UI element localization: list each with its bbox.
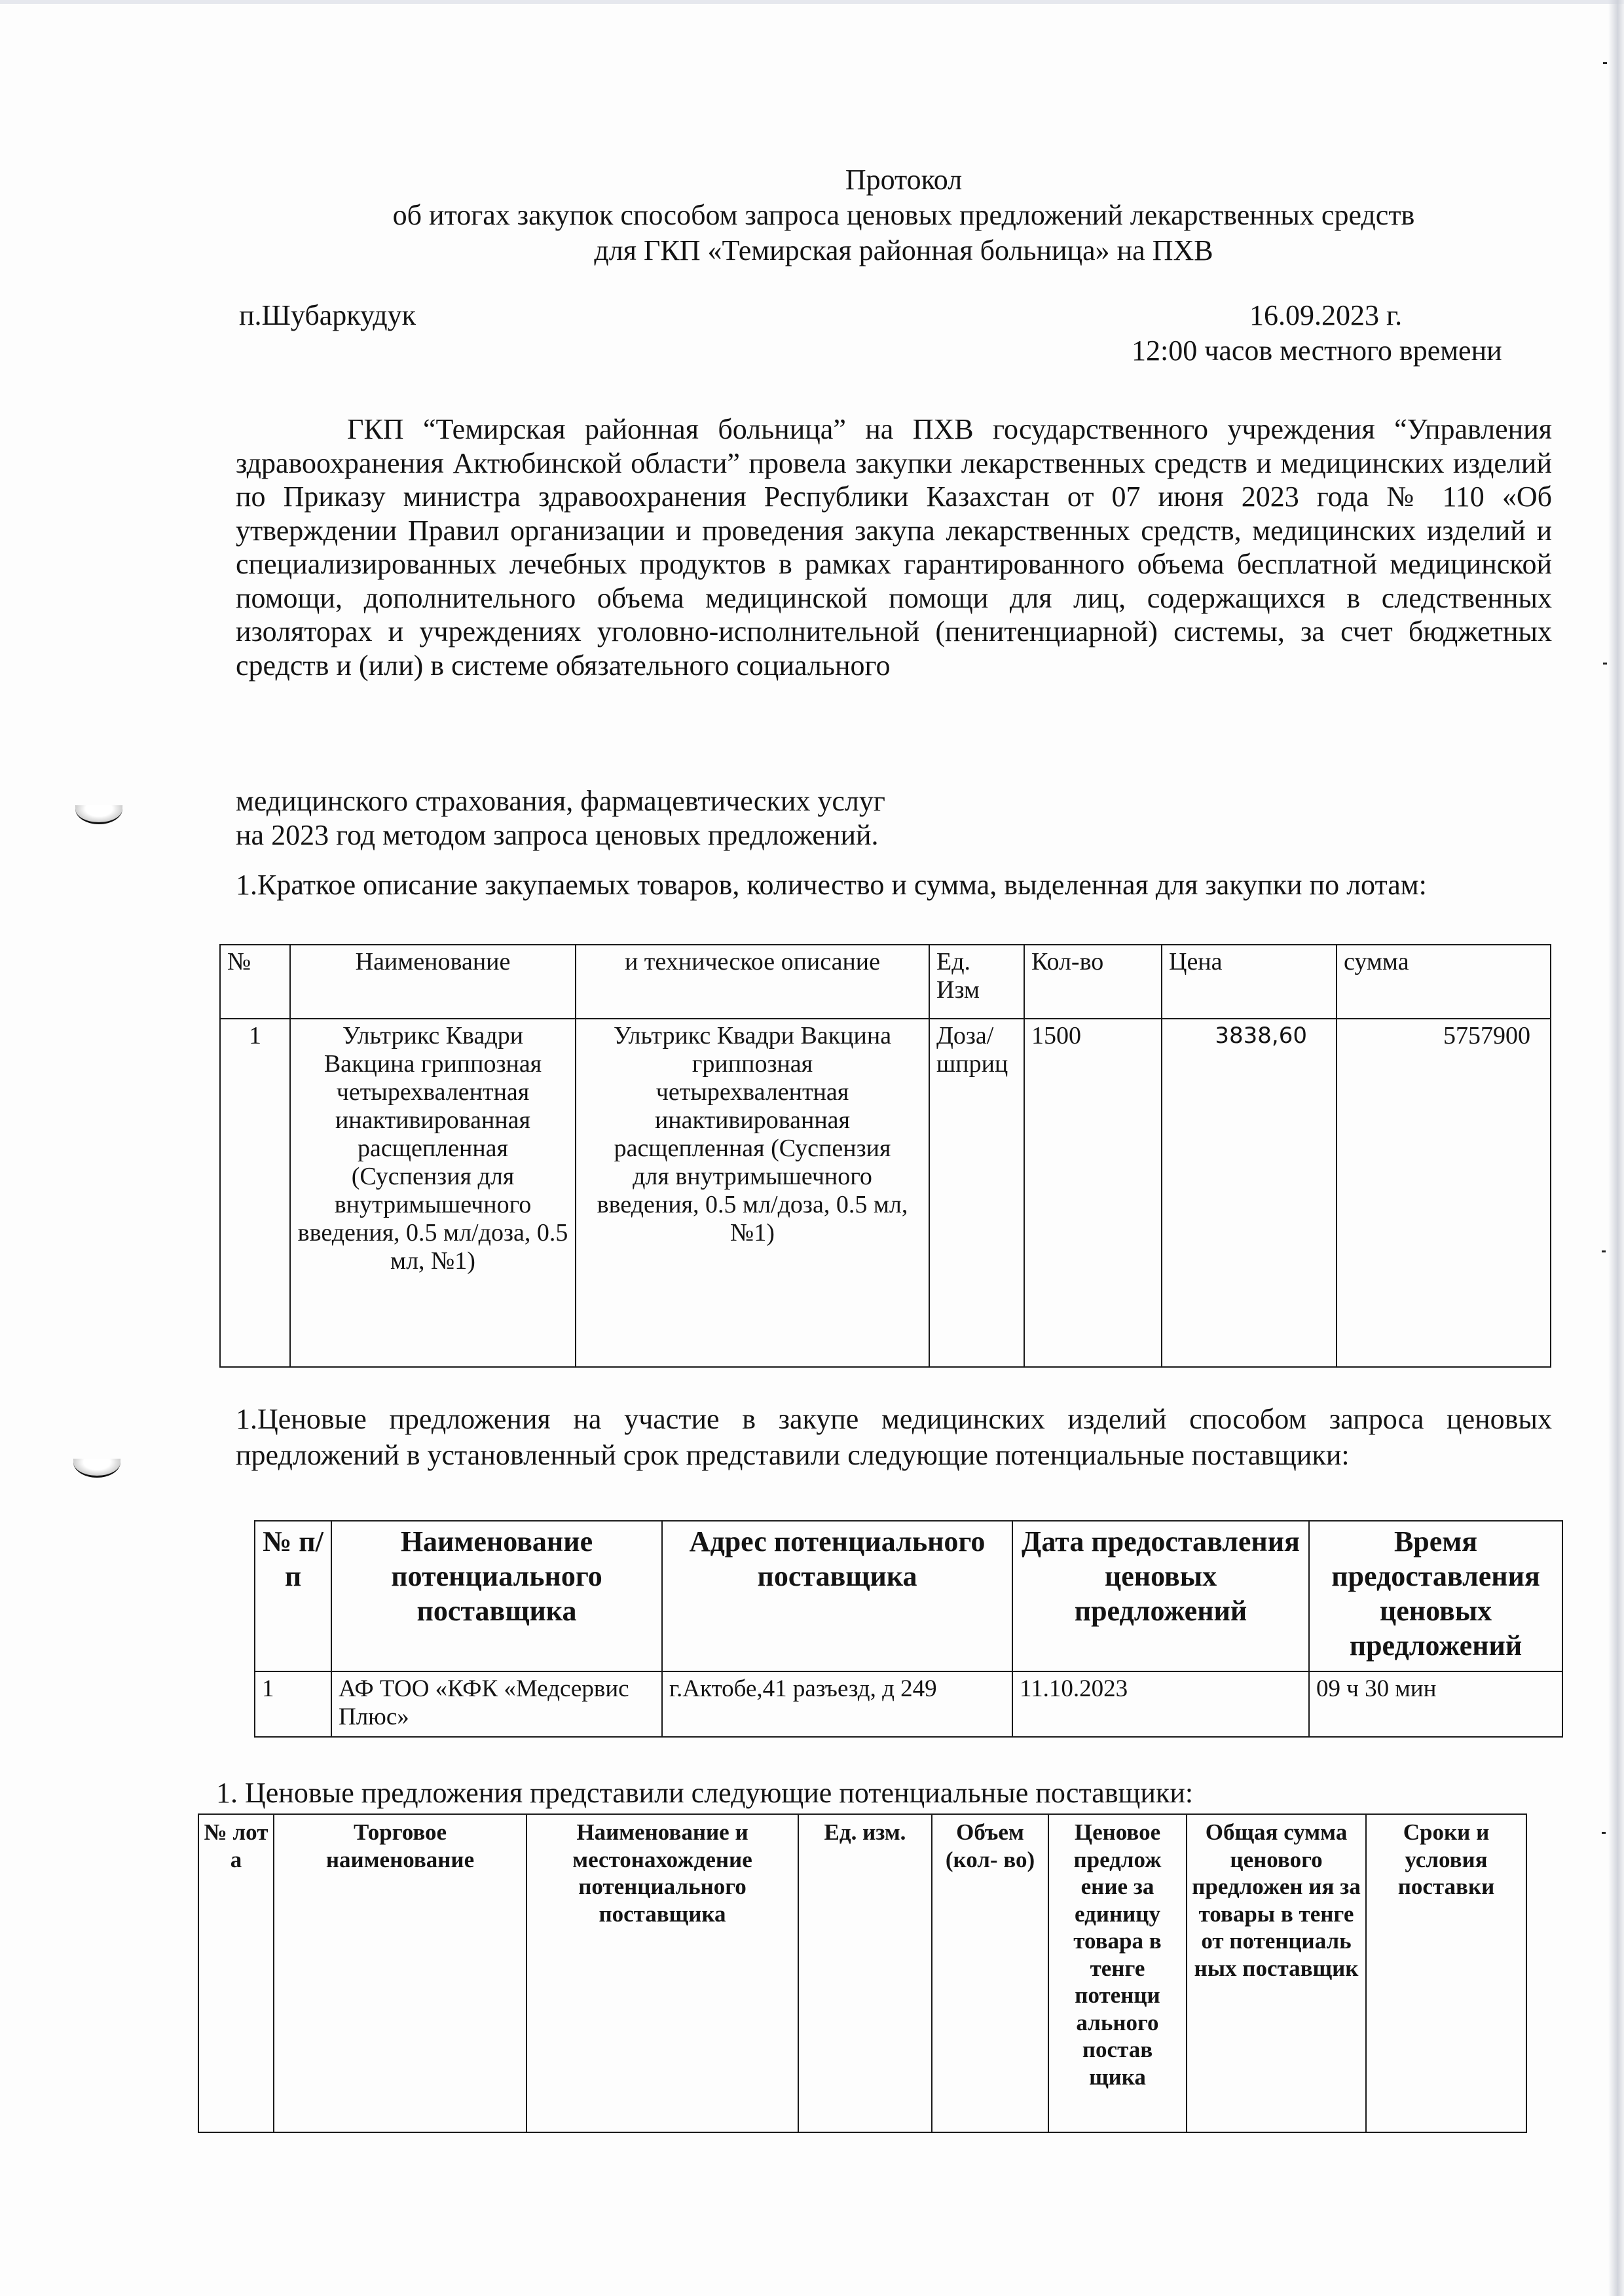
col-header-unit: Ед. изм. [798,1814,932,2132]
intro-line-1: медицинского страхования, фармацевтических услуг [236,785,885,817]
section3-heading: 1. Ценовые предложения представили следующие потенциальные поставщики: [216,1777,1194,1809]
cell-date: 11.10.2023 [1012,1671,1309,1737]
intro-line-2: на 2023 год методом запроса ценовых предложений. [236,818,879,851]
cell-price: 3838,60 [1162,1019,1337,1367]
scan-speck [1602,1250,1606,1252]
cell-supplier: АФ ТОО «КФК «Медсервис Плюс» [331,1671,662,1737]
intro-tail [236,784,885,852]
col-header-trade-name: Торговое наименование [274,1814,526,2132]
col-header-description: и техническое описание [576,945,929,1019]
cell-num: 1 [255,1671,331,1737]
col-header-total: Общая сумма ценового предложен ия за товары в тенге от потенциаль ных поставщик [1187,1814,1366,2132]
cell-address: г.Актобе,41 разъезд, д 249 [662,1671,1012,1737]
col-header-time: Время предоставления ценовых предложений [1309,1521,1562,1671]
intro-paragraph [236,412,1552,682]
place-label: п.Шубаркудук [239,299,416,331]
lots-table-header [220,945,1551,1019]
suppliers-table [254,1520,1563,1738]
price-offers-table-header [198,1814,1526,2132]
intro-body: ГКП “Темирская районная больница” на ПХВ государственного учреждения “Управления здравоохранения Актюбинской области” провела закупки лекарственных средств и медицинских изделий по Приказу министра здравоохранения Республики Казахстан от 07 июня 2023 года № 110 «Об утверждении Правил организации и проведения закупа лекарственных средств, медицинских изделий и специализированных лечебных продуктов в рамках гарантированного объема бесплатной медицинской помощи, дополнительного объема медицинской помощи для лиц, содержащихся в следственных изоляторах и учреждениях уголовно-исполнительной (пенитенциарной) системы, за счет бюджетных средств и (или) в системе обязательного социального [236,413,1552,682]
price-offers-table [198,1813,1527,2133]
col-header-volume: Объем (кол- во) [932,1814,1048,2132]
col-header-qty: Кол-во [1024,945,1162,1019]
section1-heading: 1.Краткое описание закупаемых товаров, количество и сумма, выделенная для закупки по лотам: [236,869,1427,901]
hole-punch-icon [73,1459,120,1478]
cell-name: Ультрикс Квадри Вакцина гриппозная четырехвалентная инактивированная расщепленная (Суспензия для внутримышечного введения, 0.5 мл/доза, 0.5 мл, №1) [290,1019,576,1367]
suppliers-table-header [255,1521,1562,1671]
table-row [255,1671,1562,1737]
col-header-lot: № лот а [198,1814,274,2132]
col-header-date: Дата предоставления ценовых предложений [1012,1521,1309,1671]
col-header-delivery-terms: Сроки и условия поставки [1366,1814,1526,2132]
scan-speck [1603,663,1607,665]
scan-top-edge [0,0,1624,4]
col-header-name: Наименование [290,945,576,1019]
cell-qty: 1500 [1024,1019,1162,1367]
col-header-num: № [220,945,290,1019]
document-subtitle-line2: для ГКП «Темирская районная больница» на ПХВ [594,234,1213,266]
col-header-supplier-location: Наименование и местонахождение потенциального поставщика [526,1814,798,2132]
lots-table [219,944,1551,1368]
col-header-unit: Ед. Изм [929,945,1024,1019]
hole-punch-icon [75,805,122,824]
scan-shadow-edge [1608,0,1624,2296]
col-header-sum: сумма [1337,945,1551,1019]
cell-description: Ультрикс Квадри Вакцина гриппозная четырехвалентная инактивированная расщепленная (Суспензия для внутримышечного введения, 0.5 мл/доза, 0.5 мл, №1) [576,1019,929,1367]
date-label: 16.09.2023 г. [1249,299,1403,331]
col-header-address: Адрес потенциального поставщика [662,1521,1012,1671]
cell-time: 09 ч 30 мин [1309,1671,1562,1737]
scan-speck [1603,62,1607,64]
cell-unit: Доза/ шприц [929,1019,1024,1367]
time-label: 12:00 часов местного времени [1132,335,1502,367]
col-header-price: Цена [1162,945,1337,1019]
section2-heading: 1.Ценовые предложения на участие в закупе медицинских изделий способом запроса ценовых предложений в установленный срок представили следующие потенциальные поставщики: [236,1403,1552,1471]
col-header-num: № п/п [255,1521,331,1671]
scan-speck [1602,1832,1606,1834]
document-header [196,162,1611,268]
document-title: Протокол [845,164,963,196]
col-header-supplier: Наименование потенциального поставщика [331,1521,662,1671]
table-row [220,1019,1551,1367]
cell-sum: 5757900 [1337,1019,1551,1367]
col-header-unit-price: Ценовое предлож ение за единицу товара в тенге потенци ального постав щика [1048,1814,1187,2132]
document-subtitle-line1: об итогах закупок способом запроса ценовых предложений лекарственных средств [392,199,1415,231]
cell-num: 1 [220,1019,290,1367]
